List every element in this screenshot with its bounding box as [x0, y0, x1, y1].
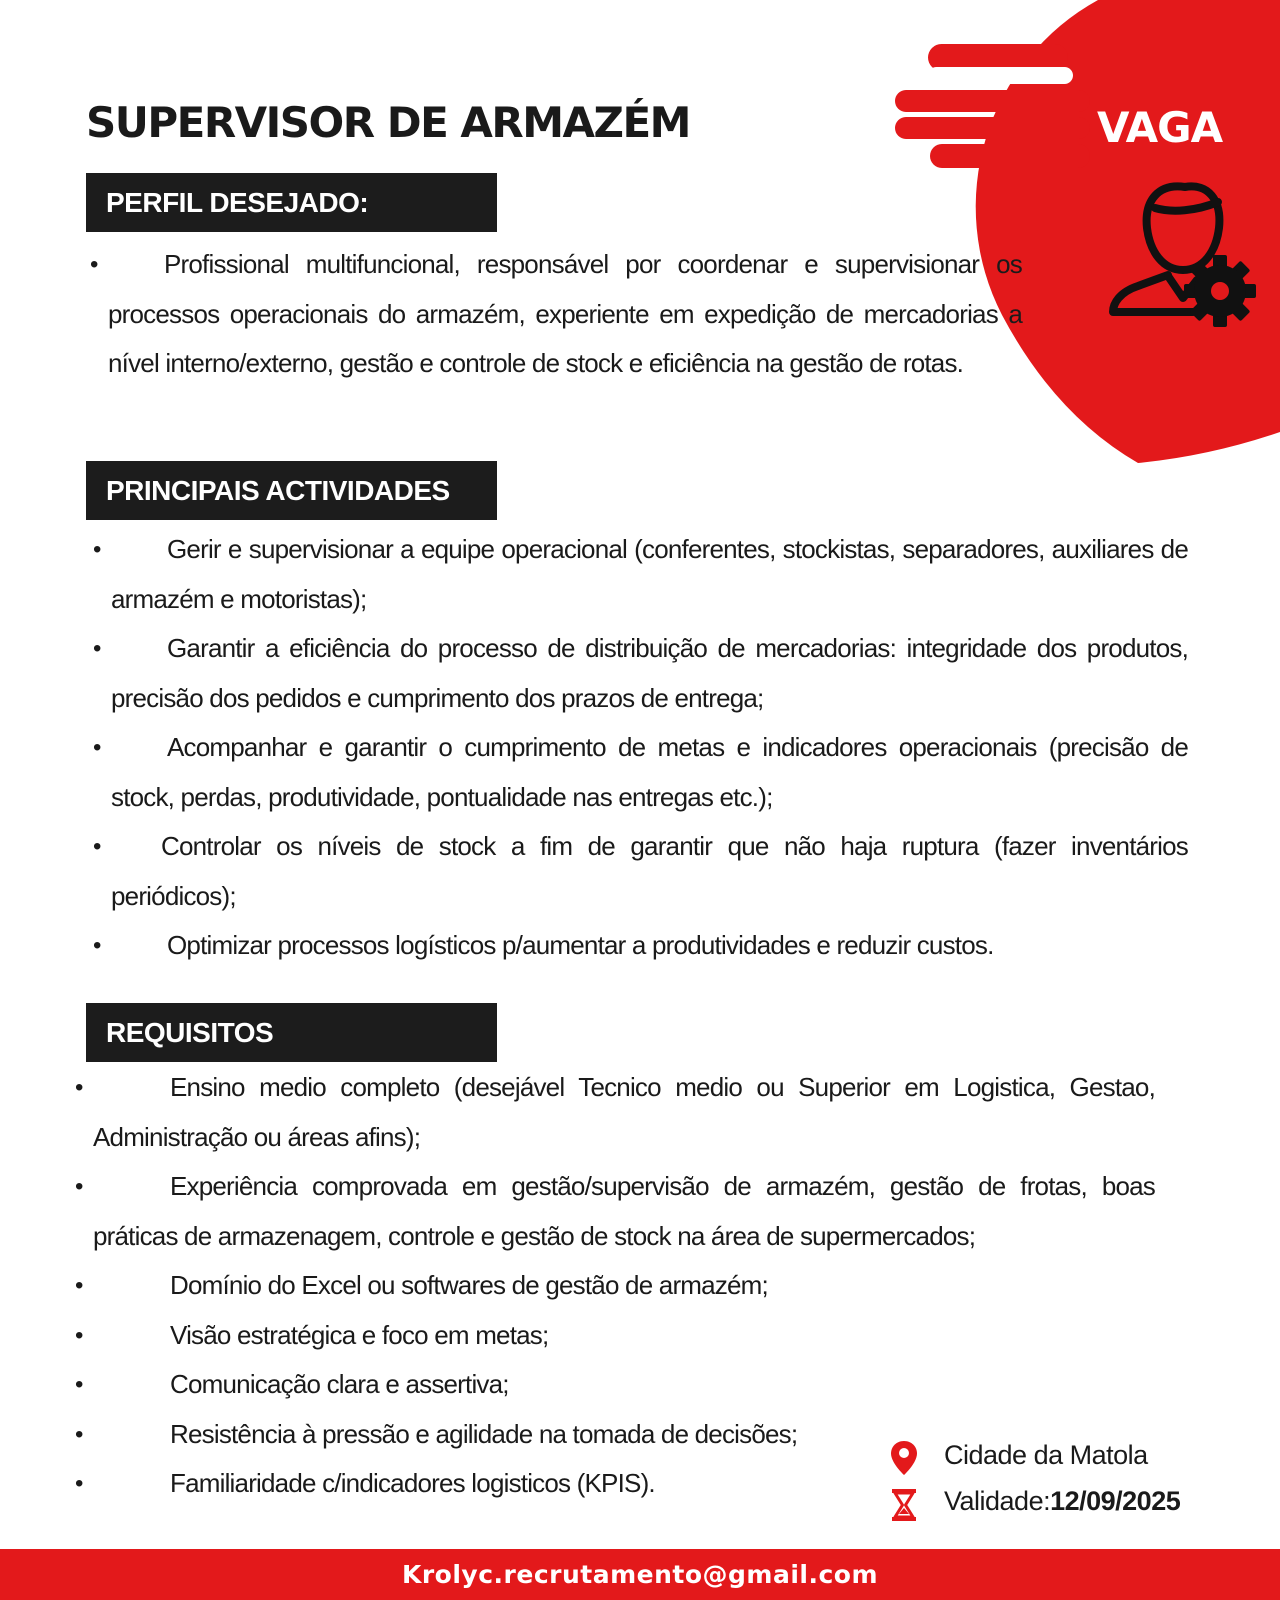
list-item: • Profissional multifuncional, responsável por coordenar e supervisionar os processos operacionais do armazém, experiente em expedição de mercadorias a nível interno/externo, gestão e controle de stock e eficiência na gestão de rotas. [108, 240, 1022, 389]
section-header-actividades: PRINCIPAIS ACTIVIDADES [86, 461, 497, 520]
gear-icon [1184, 255, 1256, 327]
section-header-requisitos: REQUISITOS [86, 1003, 497, 1062]
speed-line-5 [930, 144, 1090, 168]
list-item: • Visão estratégica e foco em metas; [93, 1311, 1155, 1361]
perfil-list [108, 240, 1022, 389]
list-item: • Experiência comprovada em gestão/supervisão de armazém, gestão de frotas, boas práticas de armazenagem, controle e gestão de stock na área de supermercados; [93, 1162, 1155, 1261]
list-item: • Controlar os níveis de stock a fim de garantir que não haja ruptura (fazer inventários periódicos); [111, 822, 1188, 921]
list-item: • Familiaridade c/indicadores logisticos (KPIS). [93, 1459, 1155, 1509]
vaga-badge: VAGA [1097, 103, 1223, 152]
list-item: • Ensino medio completo (desejável Tecnico medio ou Superior em Logistica, Gestao, Administração ou áreas afins); [93, 1063, 1155, 1162]
list-item: • Domínio do Excel ou softwares de gestão de armazém; [93, 1261, 1155, 1311]
validity-date: 12/09/2025 [1050, 1486, 1181, 1516]
location-pin-icon [890, 1440, 918, 1476]
speed-line-3 [895, 90, 1090, 112]
list-item: • Gerir e supervisionar a equipe operacional (conferentes, stockistas, separadores, auxiliares de armazém e motoristas); [111, 525, 1188, 624]
location-text: Cidade da Matola [944, 1440, 1148, 1470]
hourglass-icon [890, 1488, 918, 1522]
job-title: SUPERVISOR DE ARMAZÉM [86, 98, 690, 147]
list-item: • Optimizar processos logísticos p/aumentar a produtividades e reduzir custos. [111, 921, 1188, 971]
list-item: • Comunicação clara e assertiva; [93, 1360, 1155, 1410]
section-header-perfil: PERFIL DESEJADO: [86, 173, 497, 232]
contact-email[interactable]: Krolyc.recrutamento@gmail.com [401, 1560, 879, 1589]
speed-line-1 [928, 44, 1068, 71]
speed-line-2 [928, 67, 1073, 84]
actividades-list [111, 525, 1188, 971]
list-item: • Resistência à pressão e agilidade na tomada de decisões; [93, 1410, 1155, 1460]
speed-line-4 [895, 117, 1090, 139]
list-item: • Acompanhar e garantir o cumprimento de metas e indicadores operacionais (precisão de stock, perdas, produtividade, pontualidade nas entregas etc.); [111, 723, 1188, 822]
vaga-decoration [0, 0, 1280, 470]
validity-label: Validade: [944, 1486, 1051, 1516]
list-item: • Garantir a eficiência do processo de distribuição de mercadorias: integridade dos produtos, precisão dos pedidos e cumprimento dos prazos de entrega; [111, 624, 1188, 723]
footer-bar [0, 1549, 1280, 1600]
